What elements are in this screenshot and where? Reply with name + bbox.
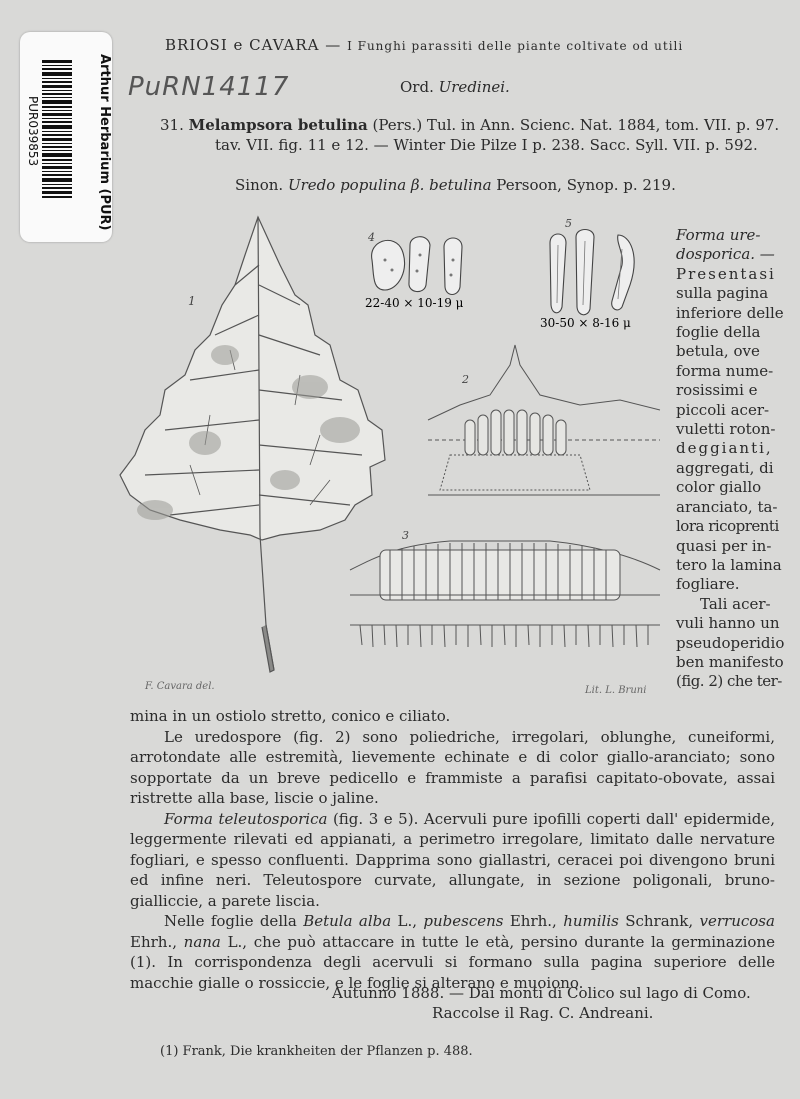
entry-line-2: tav. VII. fig. 11 e 12. — Winter Die Pilze I p. 238. Sacc. Syll. VII. p. 592. — [215, 136, 758, 154]
teleuto-section-figure — [350, 541, 660, 647]
side-line: fogliare. — [676, 575, 740, 594]
species-name: Melampsora betulina — [188, 116, 368, 134]
host-text: Ehrh., — [130, 932, 177, 951]
side-line: aggregati, di — [676, 458, 774, 477]
side-line: sulla pagina — [676, 284, 769, 303]
footnote: (1) Frank, Die krankheiten der Pflanzen p. 488. — [160, 1044, 473, 1059]
synonym-name: Uredo populina β. betulina — [287, 176, 492, 194]
header-dash: — — [325, 36, 342, 54]
side-line: piccoli acer- — [676, 400, 770, 419]
synonym-citation: Persoon, Synop. p. 219. — [496, 176, 676, 194]
collection-date-locality: Autunno 1888. — Dai monti di Colico sul lago di Como. — [332, 984, 751, 1002]
host-text: L., che può attaccare in tutte le età, persino durante la germinazione (1). In corrispondenza degli acervuli si formano sulla pagina superiore delle macchie gialle o rossiccie, e le foglie si alterano e muoiono. — [130, 932, 775, 992]
handwritten-accession: PuRN14117 — [128, 72, 290, 102]
teleutospore-paragraph — [130, 809, 775, 912]
uredospore-paragraph: Le uredospore (fig. 2) sono poliedriche, irregolari, oblunghe, cuneiformi, arrotondate alle estremità, lievemente echinate e di color giallo-aranciato; sono sopportate da un breve pedicello e frammiste a parafisi capitato-obovate, assai ristrette alla base, liscie o jaline. — [130, 727, 775, 807]
side-line: dosporica. — — [676, 245, 775, 264]
side-line: aranciato, ta- — [676, 497, 778, 516]
host-text: Ehrh., — [509, 912, 557, 930]
side-column — [676, 226, 785, 692]
side-line: pseudoperidio — [676, 633, 785, 652]
barcode-number: PUR039853 — [26, 96, 40, 167]
plate-lithographer: Lit. L. Bruni — [585, 685, 647, 696]
fig4-measure: 22-40 × 10-19 μ — [365, 296, 464, 310]
order-heading — [400, 78, 510, 96]
side-line: vuli hanno un — [676, 614, 780, 633]
plate-illustration — [110, 205, 670, 705]
side-line: Forma ure- — [676, 226, 761, 244]
entry-citation-1: (Pers.) Tul. in Ann. Scienc. Nat. 1884, tom. VII. p. 97. — [372, 116, 780, 134]
entry-number: 31. — [160, 116, 184, 134]
synonym-line — [235, 176, 676, 194]
fig3-number: 3 — [402, 529, 409, 542]
fig2-number: 2 — [462, 373, 469, 386]
host-verrucosa: verrucosa — [699, 912, 775, 930]
body-continuation: mina in un ostiolo stretto, conico e ciliato. — [130, 707, 451, 725]
fig1-number: 1 — [188, 294, 196, 308]
side-line: lora ricoprenti — [676, 517, 779, 536]
body-text — [130, 706, 775, 993]
side-line: deggianti, — [676, 439, 773, 458]
host-text: Nelle foglie della — [164, 912, 297, 930]
side-line: color giallo — [676, 478, 762, 497]
birch-leaf-figure — [120, 217, 385, 672]
fig4-number: 4 — [368, 231, 375, 244]
host-humilis: humilis — [563, 912, 619, 930]
herbarium-label — [20, 32, 112, 242]
side-line: betula, ove — [676, 342, 760, 361]
host-paragraph — [130, 911, 775, 993]
side-line: foglie della — [676, 323, 761, 342]
side-line: inferiore delle — [676, 303, 784, 322]
host-pubescens: pubescens — [423, 912, 504, 930]
plate-artist: F. Cavara del. — [145, 681, 215, 692]
order-name: Uredinei. — [438, 78, 510, 96]
host-text: L., — [397, 912, 418, 930]
side-line: quasi per in- — [676, 536, 772, 555]
teleutospores-figure — [550, 230, 634, 315]
host-text: Schrank, — [625, 912, 694, 930]
teleuto-description: (fig. 3 e 5). Acervuli pure ipofilli coperti dall' epidermide, leggermente rilevati ed appianati, a perimetro irregolare, limitato dalle nervature fogliari, e spesso confluenti. Dapprima sono giallastri, ceracei poi divengono bruni ed infine neri. Teleutospore curvate, allungate, in sezione poligonali, bruno-gialliccie, a parete liscia. — [130, 809, 775, 910]
entry-line-1 — [160, 116, 779, 134]
order-prefix: Ord. — [400, 78, 434, 96]
side-line: Tali acer- — [700, 594, 771, 613]
side-line: tero la lamina — [676, 555, 782, 574]
side-line: rosissimi e — [676, 381, 758, 400]
teleuto-form-name: Forma teleutosporica — [164, 809, 328, 828]
fig5-number: 5 — [565, 217, 572, 230]
side-line: forma nume- — [676, 361, 774, 380]
host-betula-alba: Betula alba — [303, 912, 392, 930]
side-line: (fig. 2) che ter- — [676, 672, 782, 691]
uredospores-figure — [372, 237, 462, 295]
header-series-title: I Funghi parassiti delle piante coltivate od utili — [347, 39, 684, 53]
fig5-measure: 30-50 × 8-16 μ — [540, 316, 631, 330]
herbarium-name: Arthur Herbarium (PUR) — [97, 54, 112, 231]
side-line: ben manifesto — [676, 652, 784, 671]
running-header — [165, 36, 683, 54]
uredo-section-figure — [428, 345, 660, 495]
host-nana: nana — [183, 932, 221, 951]
side-line: Presentasi — [676, 264, 776, 283]
header-authors: BRIOSI e CAVARA — [165, 36, 320, 54]
collector: Raccolse il Rag. C. Andreani. — [432, 1004, 654, 1022]
side-line: vuletti roton- — [676, 420, 776, 439]
synonym-prefix: Sinon. — [235, 176, 284, 194]
barcode-icon — [42, 60, 72, 200]
